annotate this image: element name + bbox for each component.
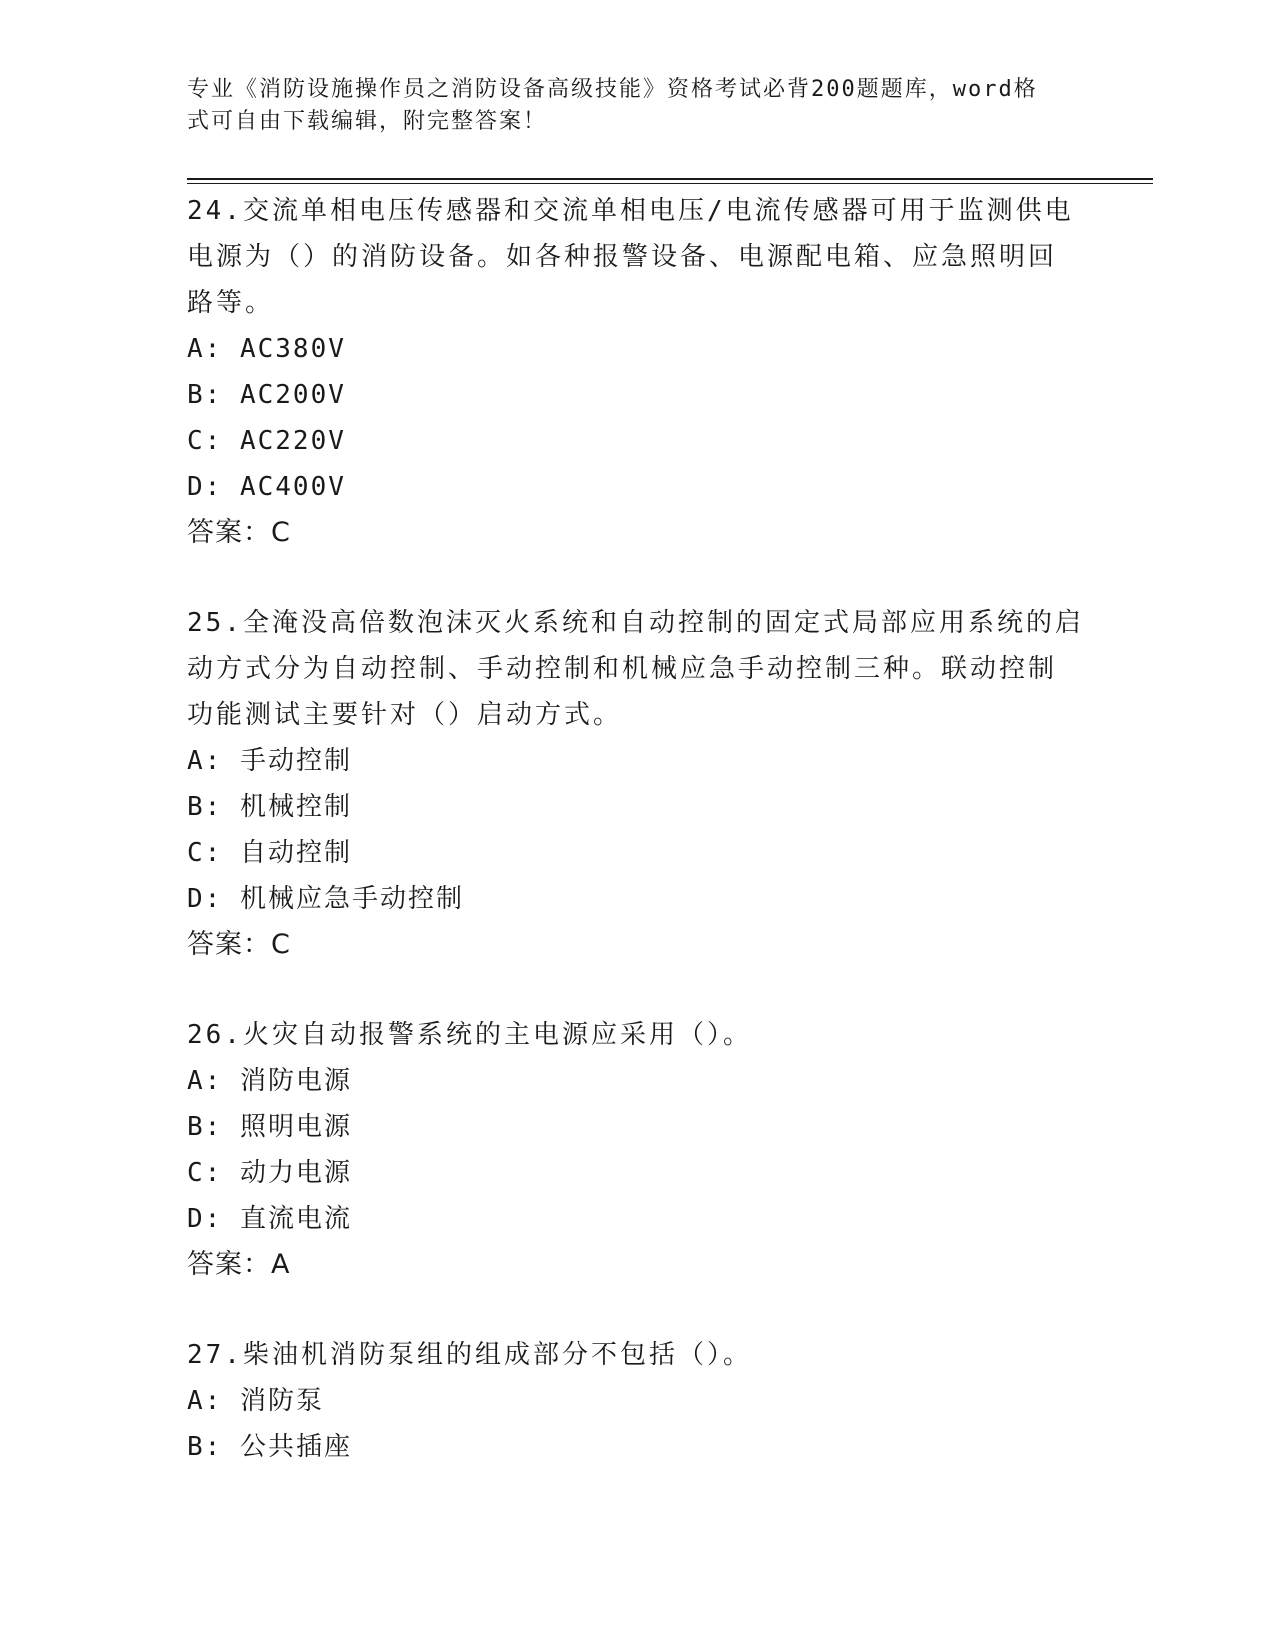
option-a: A: 消防电源	[187, 1066, 352, 1096]
question-text-line: 26.火灾自动报警系统的主电源应采用（）。	[187, 1020, 752, 1050]
question-text-line: 动方式分为自动控制、手动控制和机械应急手动控制三种。联动控制	[187, 654, 1058, 684]
option-b: B: 照明电源	[187, 1112, 352, 1142]
question-text-line: 电源为（）的消防设备。如各种报警设备、电源配电箱、应急照明回	[187, 242, 1058, 272]
document-header	[187, 74, 1087, 138]
option-c: C: 自动控制	[187, 838, 352, 868]
spacer	[187, 1288, 1117, 1332]
question-text-line: 功能测试主要针对（）启动方式。	[187, 700, 623, 730]
question-text-line: 24.交流单相电压传感器和交流单相电压/电流传感器可用于监测供电	[187, 196, 1074, 226]
question-26	[187, 1012, 1117, 1288]
question-25	[187, 600, 1117, 968]
question-text-line: 27.柴油机消防泵组的组成部分不包括（）。	[187, 1340, 752, 1370]
header-divider-thick	[187, 178, 1153, 180]
answer-line: 答案：A	[187, 1249, 291, 1280]
option-b: B: AC200V	[187, 380, 346, 410]
option-d: D: AC400V	[187, 472, 346, 502]
header-divider-thin	[187, 183, 1153, 184]
option-a: A: 手动控制	[187, 746, 352, 776]
spacer	[187, 968, 1117, 1012]
answer-line: 答案：C	[187, 929, 291, 960]
option-b: B: 公共插座	[187, 1432, 352, 1462]
question-list	[187, 188, 1117, 1470]
option-c: C: AC220V	[187, 426, 346, 456]
header-line-2: 式可自由下载编辑，附完整答案！	[187, 109, 548, 134]
option-a: A: AC380V	[187, 334, 346, 364]
spacer	[187, 556, 1117, 600]
option-b: B: 机械控制	[187, 792, 352, 822]
question-text-line: 25.全淹没高倍数泡沫灭火系统和自动控制的固定式局部应用系统的启	[187, 608, 1084, 638]
question-text-line: 路等。	[187, 288, 275, 318]
answer-line: 答案：C	[187, 517, 291, 548]
header-line-1: 专业《消防设施操作员之消防设备高级技能》资格考试必背200题题库，word格	[187, 77, 1038, 102]
question-24	[187, 188, 1117, 556]
option-a: A: 消防泵	[187, 1386, 324, 1416]
question-27	[187, 1332, 1117, 1470]
option-d: D: 直流电流	[187, 1204, 352, 1234]
option-d: D: 机械应急手动控制	[187, 884, 464, 914]
option-c: C: 动力电源	[187, 1158, 352, 1188]
